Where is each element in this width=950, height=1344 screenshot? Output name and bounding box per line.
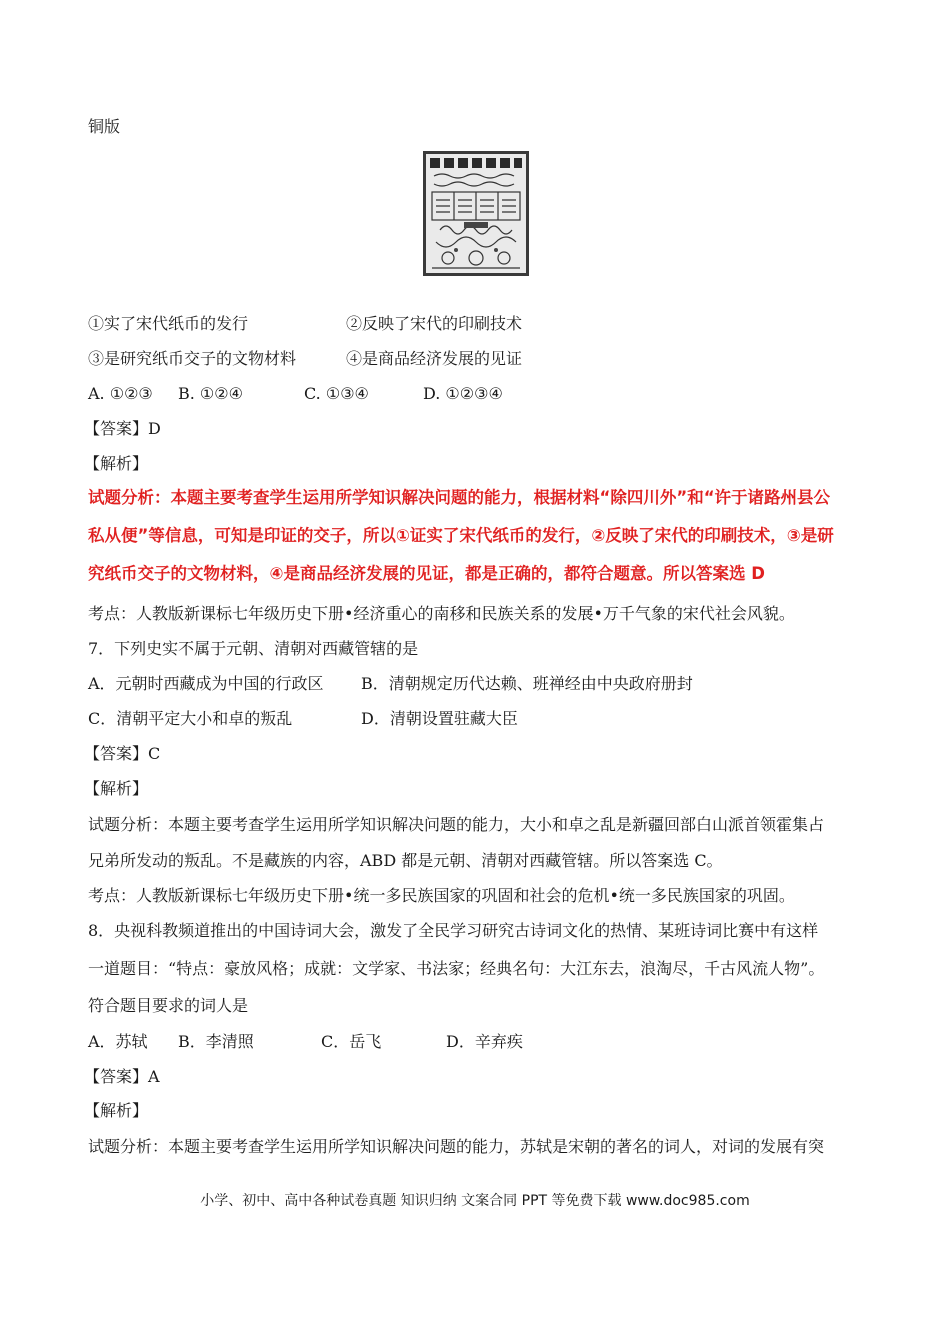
q8-analysis-label: 【解析】 bbox=[84, 1101, 149, 1120]
q6-statement-1: ①实了宋代纸币的发行 bbox=[88, 314, 249, 333]
q7-question: 7．下列史实不属于元朝、清朝对西藏管辖的是 bbox=[88, 639, 419, 658]
q6-analysis-line-2: 私从便”等信息，可知是印证的交子，所以①证实了宋代纸币的发行，②反映了宋代的印刷技术，③是研 bbox=[88, 526, 834, 545]
q8-question-line-3: 符合题目要求的词人是 bbox=[88, 996, 249, 1015]
q6-statement-4: ④是商品经济发展的见证 bbox=[346, 349, 523, 368]
q6-statement-3: ③是研究纸币交子的文物材料 bbox=[88, 349, 297, 368]
banknote-print-icon bbox=[426, 154, 526, 273]
q7-analysis-label: 【解析】 bbox=[84, 779, 149, 798]
q7-kaodian: 考点：人教版新课标七年级历史下册•统一多民族国家的巩固和社会的危机•统一多民族国家的巩固。 bbox=[88, 886, 795, 905]
q7-option-b: B．清朝规定历代达赖、班禅经由中央政府册封 bbox=[361, 674, 693, 693]
q6-analysis-line-1: 试题分析：本题主要考查学生运用所学知识解决问题的能力，根据材料“除四川外”和“许于诸路州县公 bbox=[88, 488, 831, 507]
q6-analysis-label: 【解析】 bbox=[84, 454, 149, 473]
heading-tongban: 铜版 bbox=[88, 117, 121, 136]
q8-option-d: D．辛弃疾 bbox=[446, 1032, 523, 1051]
q7-analysis-line-2: 兄弟所发动的叛乱。不是藏族的内容，ABD 都是元朝、清朝对西藏管辖。所以答案选 C。 bbox=[88, 851, 723, 870]
q6-kaodian: 考点：人教版新课标七年级历史下册•经济重心的南移和民族关系的发展•万千气象的宋代社会风貌。 bbox=[88, 604, 795, 623]
q8-question-line-1: 8．央视科教频道推出的中国诗词大会，激发了全民学习研究古诗词文化的热情、某班诗词比赛中有这样 bbox=[88, 921, 819, 940]
q8-answer: 【答案】A bbox=[84, 1067, 160, 1086]
q8-question-line-2: 一道题目：“特点：豪放风格；成就：文学家、书法家；经典名句：大江东去，浪淘尽，千古风流人物”。 bbox=[88, 959, 825, 978]
q7-analysis-line-1: 试题分析：本题主要考查学生运用所学知识解决问题的能力，大小和卓之乱是新疆回部白山派首领霍集占 bbox=[88, 815, 825, 834]
q6-option-d: D. ①②③④ bbox=[423, 384, 503, 403]
q8-option-b: B．李清照 bbox=[178, 1032, 254, 1051]
q6-option-b: B. ①②④ bbox=[178, 384, 243, 403]
q7-answer: 【答案】C bbox=[84, 744, 161, 763]
q6-statement-2: ②反映了宋代的印刷技术 bbox=[346, 314, 523, 333]
q6-analysis-line-3: 究纸币交子的文物材料，④是商品经济发展的见证，都是正确的，都符合题意。所以答案选 D bbox=[88, 564, 765, 583]
q8-analysis-line-1: 试题分析：本题主要考查学生运用所学知识解决问题的能力，苏轼是宋朝的著名的词人，对词的发展有突 bbox=[88, 1137, 825, 1156]
q6-option-c: C. ①③④ bbox=[304, 384, 369, 403]
q6-answer: 【答案】D bbox=[84, 419, 161, 438]
q8-option-a: A．苏轼 bbox=[88, 1032, 148, 1051]
q8-option-c: C．岳飞 bbox=[321, 1032, 382, 1051]
q6-option-a: A. ①②③ bbox=[88, 384, 153, 403]
q7-option-c: C．清朝平定大小和卓的叛乱 bbox=[88, 709, 293, 728]
copper-plate-image bbox=[423, 151, 529, 276]
footer-text: 小学、初中、高中各种试卷真题 知识归纳 文案合同 PPT 等免费下载 www.doc985.com bbox=[200, 1193, 750, 1209]
q7-option-a: A．元朝时西藏成为中国的行政区 bbox=[88, 674, 324, 693]
q7-option-d: D．清朝设置驻藏大臣 bbox=[361, 709, 518, 728]
